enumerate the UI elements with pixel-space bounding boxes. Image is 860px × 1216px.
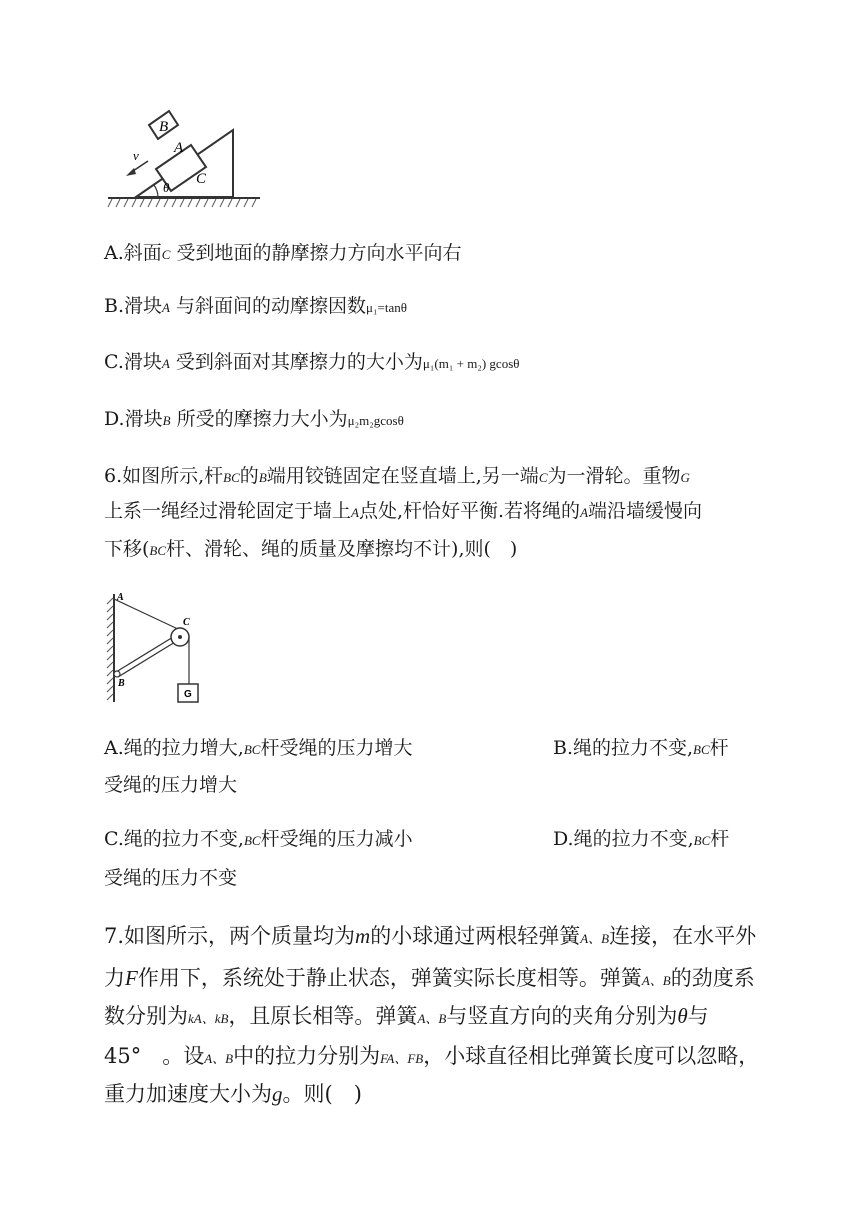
incline-figure [106, 108, 266, 212]
q6-option-d: D.绳的拉力不变,BC杆 [553, 828, 730, 850]
q6-option-c: C.绳的拉力不变,BC杆受绳的压力减小 [104, 828, 413, 850]
label-a: A [174, 140, 184, 156]
label-g: G [184, 689, 192, 700]
label-theta: θ [163, 180, 170, 195]
q6-option-a: A.绳的拉力增大,BC杆受绳的压力增大 [104, 737, 413, 759]
label-b: B [118, 678, 125, 689]
label-c: C [183, 617, 190, 628]
q5-option-d: D.滑块B 所受的摩擦力大小为μ₂m₂gcosθ [104, 408, 404, 430]
q7-stem-line-5: 重力加速度大小为g。则( ) [104, 1082, 362, 1106]
q6-stem-line-2: 上系一绳经过滑轮固定于墙上A点处,杆恰好平衡.若将绳的A端沿墙缓慢向 [104, 500, 703, 522]
q7-stem-line-2: 力F作用下，系统处于静止状态，弹簧实际长度相等。弹簧A、B的劲度系 [104, 966, 755, 990]
q5-option-a: A.斜面C 受到地面的静摩擦力方向水平向右 [104, 242, 462, 264]
q7-stem-line-4: 45° 。设A、B中的拉力分别为FA、FB，小球直径相比弹簧长度可以忽略， [104, 1044, 760, 1068]
q7-stem-line-1: 7.如图所示，两个质量均为m的小球通过两根轻弹簧A、B连接，在水平外 [104, 924, 757, 948]
q6-stem-line-1: 6.如图所示,杆BC的B端用铰链固定在竖直墙上,另一端C为一滑轮。重物G [104, 465, 690, 487]
q6-option-d-cont: 受绳的压力不变 [104, 867, 238, 889]
q6-stem-line-3: 下移(BC杆、滑轮、绳的质量及摩擦均不计),则( ) [104, 538, 518, 560]
label-v: v [133, 148, 139, 163]
label-c: C [196, 171, 207, 187]
q5-option-c: C.滑块A 受到斜面对其摩擦力的大小为μ₁(m₁ + m₂) gcosθ [104, 351, 520, 373]
pulley-figure [100, 590, 210, 710]
q5-option-b: B.滑块A 与斜面间的动摩擦因数μ₁=tanθ [104, 295, 407, 317]
label-a: A [117, 592, 124, 603]
label-b: B [159, 119, 169, 135]
q6-option-b-cont: 受绳的压力增大 [104, 774, 238, 796]
q7-stem-line-3: 数分别为kA、kB，且原长相等。弹簧A、B与竖直方向的夹角分别为θ与 [104, 1004, 709, 1028]
q6-option-b: B.绳的拉力不变,BC杆 [553, 737, 729, 759]
